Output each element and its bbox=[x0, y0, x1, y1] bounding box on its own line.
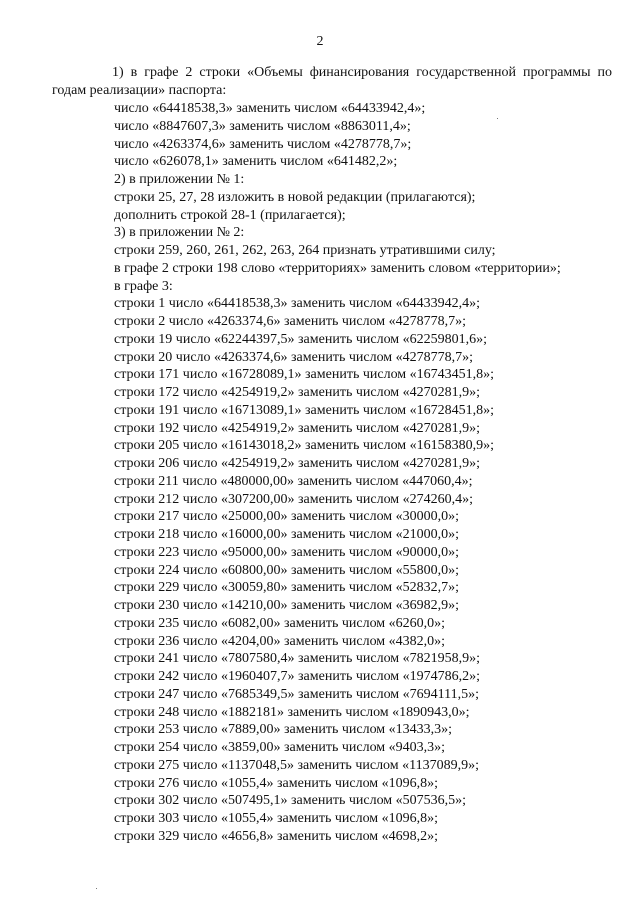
list-item: строки 211 число «480000,00» заменить числом «447060,4»; bbox=[114, 473, 473, 489]
list-item: строки 1 число «64418538,3» заменить числом «64433942,4»; bbox=[114, 296, 481, 312]
list-item: строки 329 число «4656,8» заменить числом «4698,2»; bbox=[114, 828, 439, 844]
list-item: строки 236 число «4204,00» заменить числом «4382,0»; bbox=[114, 633, 446, 649]
list-item: в графе 2 строки 198 слово «территориях» заменить словом «территории»; bbox=[114, 260, 561, 276]
list-item: число «4263374,6» заменить числом «4278778,7»; bbox=[114, 136, 412, 152]
list-item: число «626078,1» заменить числом «641482,2»; bbox=[114, 154, 398, 170]
list-item: строки 172 число «4254919,2» заменить числом «4270281,9»; bbox=[114, 385, 481, 400]
list-item: строки 19 число «62244397,5» заменить числом «62259801,6»; bbox=[114, 331, 488, 347]
list-item: строки 259, 260, 261, 262, 263, 264 признать утратившими силу; bbox=[114, 243, 496, 258]
list-item: строки 2 число «4263374,6» заменить числом «4278778,7»; bbox=[114, 314, 467, 329]
list-item: строки 276 число «1055,4» заменить числом «1096,8»; bbox=[114, 775, 439, 791]
list-item: число «8847607,3» заменить числом «8863011,4»; bbox=[114, 118, 411, 134]
list-item: дополнить строкой 28-1 (прилагается); bbox=[114, 207, 346, 223]
list-item: строки 253 число «7889,00» заменить числом «13433,3»; bbox=[114, 722, 453, 738]
list-item: строки 206 число «4254919,2» заменить числом «4270281,9»; bbox=[114, 456, 481, 471]
list-item: строки 217 число «25000,00» заменить числом «30000,0»; bbox=[114, 509, 460, 525]
list-item: строки 25, 27, 28 изложить в новой редакции (прилагаются); bbox=[114, 189, 476, 205]
list-item: строки 302 число «507495,1» заменить числом «507536,5»; bbox=[114, 793, 467, 809]
intro-paragraph: 1) в графе 2 строки «Объемы финансирования государственной программы по годам реализации» паспорта: bbox=[52, 65, 612, 98]
list-item: строки 205 число «16143018,2» заменить числом «16158380,9»; bbox=[114, 438, 495, 454]
list-item: строки 254 число «3859,00» заменить числом «9403,3»; bbox=[114, 740, 446, 755]
list-item: строки 192 число «4254919,2» заменить числом «4270281,9»; bbox=[114, 420, 481, 436]
list-item: строки 212 число «307200,00» заменить числом «274260,4»; bbox=[114, 491, 474, 507]
list-item: 3) в приложении № 2: bbox=[114, 225, 245, 241]
scan-speck bbox=[497, 118, 498, 119]
list-item: в графе 3: bbox=[114, 278, 173, 294]
scan-speck bbox=[96, 888, 97, 889]
list-item: строки 218 число «16000,00» заменить числом «21000,0»; bbox=[114, 527, 460, 542]
list-item: строки 229 число «30059,80» заменить числом «52832,7»; bbox=[114, 580, 460, 596]
list-item: строки 230 число «14210,00» заменить числом «36982,9»; bbox=[114, 598, 460, 613]
list-item: строки 247 число «7685349,5» заменить числом «7694111,5»; bbox=[114, 686, 480, 702]
list-item: строки 241 число «7807580,4» заменить числом «7821958,9»; bbox=[114, 651, 481, 667]
list-item: строки 224 число «60800,00» заменить числом «55800,0»; bbox=[114, 562, 460, 578]
list-item: строки 248 число «1882181» заменить числом «1890943,0»; bbox=[114, 704, 470, 720]
list-item: строки 242 число «1960407,7» заменить числом «1974786,2»; bbox=[114, 669, 481, 684]
list-item: строки 191 число «16713089,1» заменить числом «16728451,8»; bbox=[114, 402, 495, 418]
list-item: строки 171 число «16728089,1» заменить числом «16743451,8»; bbox=[114, 367, 495, 383]
list-item: строки 223 число «95000,00» заменить числом «90000,0»; bbox=[114, 544, 460, 560]
list-item: число «64418538,3» заменить числом «64433942,4»; bbox=[114, 101, 426, 116]
list-item: строки 303 число «1055,4» заменить числом «1096,8»; bbox=[114, 811, 439, 826]
list-item: строки 20 число «4263374,6» заменить числом «4278778,7»; bbox=[114, 349, 474, 365]
list-item: строки 275 число «1137048,5» заменить числом «1137089,9»; bbox=[114, 757, 480, 773]
list-item: строки 235 число «6082,00» заменить числом «6260,0»; bbox=[114, 615, 446, 631]
amendment-list bbox=[114, 100, 614, 846]
page-number: 2 bbox=[316, 34, 324, 49]
list-item: 2) в приложении № 1: bbox=[114, 172, 245, 187]
